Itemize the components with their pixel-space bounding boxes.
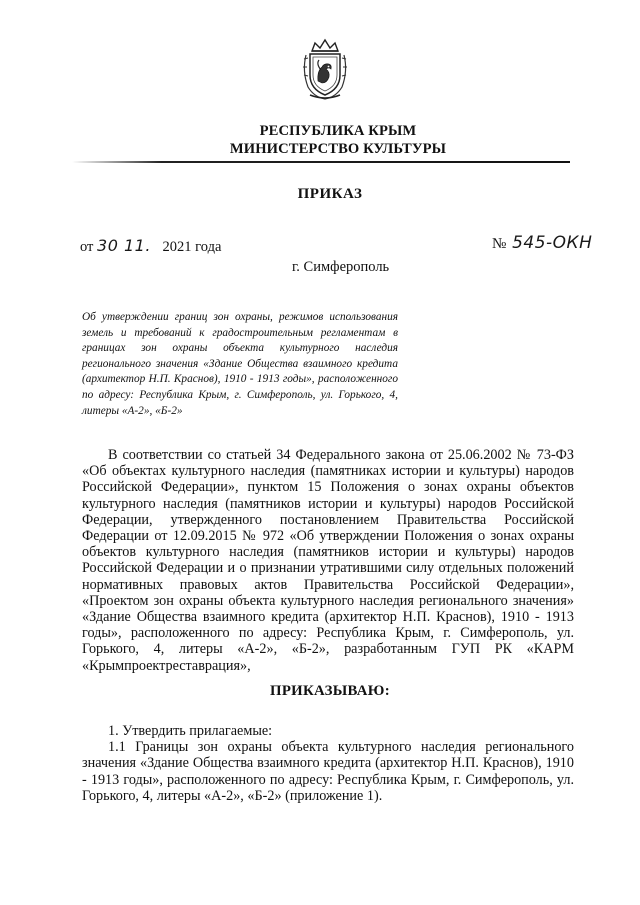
- order-items: [82, 723, 574, 804]
- org-name-line2: МИНИСТЕРСТВО КУЛЬТУРЫ: [229, 141, 447, 157]
- organization-header: [228, 122, 448, 158]
- number-handwritten: 545-ОКН: [512, 233, 593, 253]
- document-title: ПРИКАЗ: [297, 186, 363, 202]
- order-item-1-1: 1.1 Границы зон охраны объекта культурного наследия регионального значения «Здание Общества взаимного кредита (архитектор Н.П. Краснов), 1910 - 1913 годы», расположенного по адресу: Республика Крым, г. Симферополь, ул. Горького, 4, литеры «А-2», «Б-2» (приложение 1).: [82, 739, 574, 804]
- crimea-coat-of-arms-icon: [296, 37, 354, 101]
- preamble-section: [82, 447, 574, 674]
- document-subject: Об утверждении границ зон охраны, режимов использования земель и требований к градостроительным регламентам в границах зон охраны объекта культурного наследия регионального значения «Здание Общества взаимного кредита (архитектор Н.П. Краснов), 1910 - 1913 годы», расположенного по адресу: Республика Крым, г. Симферополь, ул. Горького, 4, литеры «А-2», «Б-2»: [82, 311, 398, 417]
- header-divider: [72, 161, 570, 163]
- org-name-line1: РЕСПУБЛИКА КРЫМ: [259, 123, 417, 139]
- date-handwritten: 30 11.: [97, 236, 151, 255]
- document-date: [80, 236, 221, 256]
- date-prefix: от: [80, 239, 94, 255]
- document-number: [492, 233, 592, 253]
- order-item-1: 1. Утвердить прилагаемые:: [108, 723, 273, 739]
- document-city: г. Симферополь: [292, 259, 390, 275]
- number-prefix: №: [492, 236, 507, 252]
- preamble-paragraph: В соответствии со статьей 34 Федерального закона от 25.06.2002 № 73-ФЗ «Об объектах культурного наследия (памятниках истории и культуры) народов Российской Федерации», пунктом 15 Положения о зонах охраны объектов культурного наследия (памятников истории и культуры) народов Российской Федерации, утвержденного постановлением Правительства Российской Федерации от 12.09.2015 № 972 «Об утверждении Положения о зонах охраны объектов культурного наследия (памятников истории и культуры) народов Российской Федерации и о признании утратившими силу отдельных положений нормативных правовых актов Правительства Российской Федерации», «Проектом зон охраны объекта культурного наследия регионального значения» «Здание Общества взаимного кредита (архитектор Н.П. Краснов), 1910 - 1913 годы», расположенного по адресу: Республика Крым, г. Симферополь, ул. Горького, 4, литеры «А-2», «Б-2», разработанным ГУП РК «КАРМ «Крымпроектреставрация»,: [82, 447, 574, 674]
- order-heading: ПРИКАЗЫВАЮ:: [270, 683, 390, 699]
- date-year: 2021 года: [162, 239, 222, 255]
